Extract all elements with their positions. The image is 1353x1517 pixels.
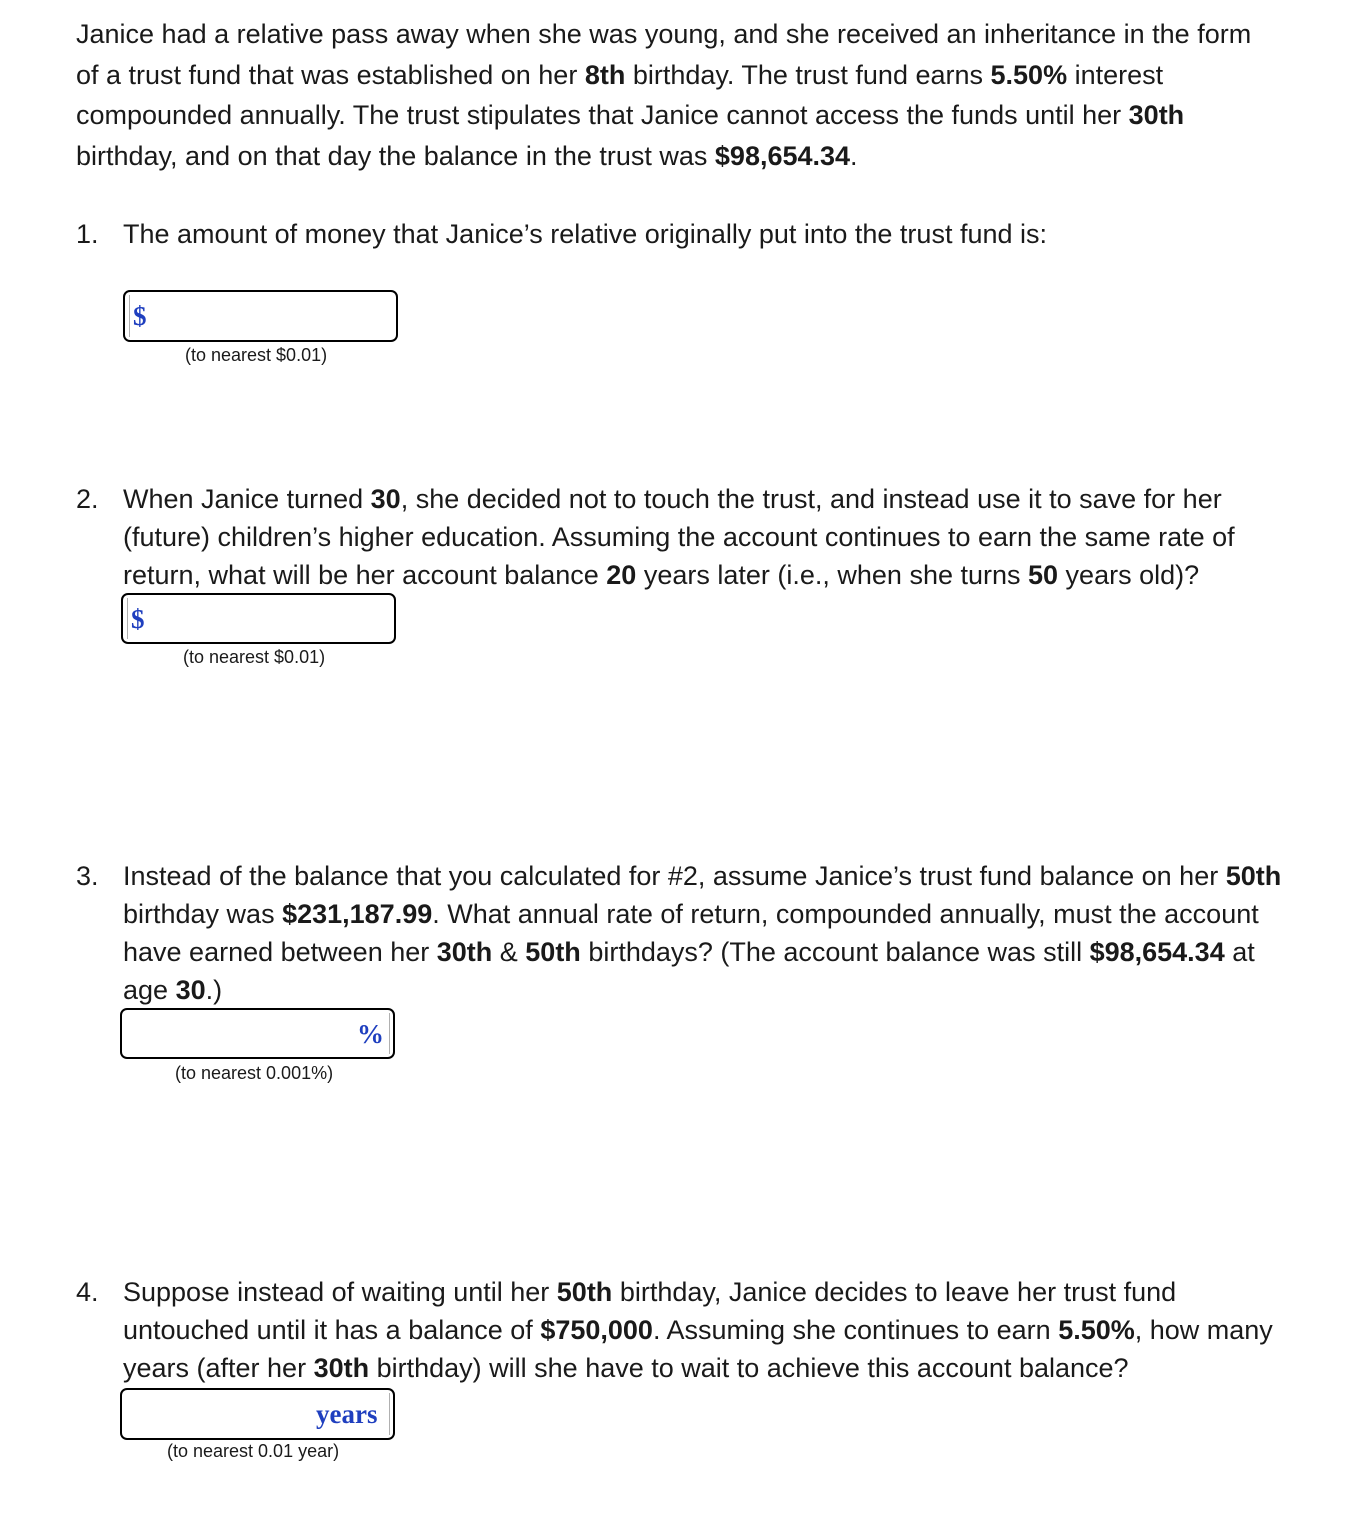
question-text-part: birthday) will she have to wait to achieve this account balance? — [369, 1353, 1129, 1383]
percent-symbol: % — [357, 1019, 384, 1049]
question-bold: 30th — [436, 937, 493, 967]
question-bold: 50th — [525, 937, 581, 967]
precision-note-2: (to nearest $0.01) — [183, 647, 326, 667]
question-bold: 30 — [175, 975, 206, 1005]
cursor-line — [389, 1013, 390, 1054]
intro-text: Janice had a relative pass away when she was young, and she received an inheritance in the form of a trust fund that was established on her — [76, 19, 1252, 90]
precision-note-4: (to nearest 0.01 year) — [167, 1441, 340, 1461]
question-text-part: at age — [123, 937, 1255, 1005]
intro-text: birthday, and on that day the balance in the trust was — [76, 140, 715, 171]
question-bold: $231,187.99 — [282, 899, 433, 929]
question-bold: 20 — [606, 560, 637, 590]
precision-note-1: (to nearest $0.01) — [185, 345, 328, 365]
question-text-part: .) — [205, 975, 223, 1005]
answer-input-3[interactable] — [132, 1020, 356, 1052]
question-bold: 50th — [1225, 861, 1282, 891]
question-bold: 30 — [370, 484, 401, 514]
answer-box-4[interactable] — [120, 1388, 395, 1440]
dollar-symbol: $ — [133, 301, 147, 331]
intro-bold: $98,654.34 — [714, 140, 851, 171]
intro-paragraph — [76, 14, 1276, 176]
question-text-part: . Assuming she continues to earn — [652, 1315, 1059, 1345]
question-text-part: years old)? — [1058, 560, 1200, 590]
question-bold: 50th — [556, 1277, 613, 1307]
question-text — [123, 480, 1306, 594]
answer-input-1[interactable] — [159, 302, 393, 334]
question-bold: $98,654.34 — [1089, 937, 1225, 967]
question-bold: 30th — [313, 1353, 370, 1383]
intro-text: interest compounded annually. The trust stipulates that Janice cannot access the funds until her — [76, 59, 1164, 130]
years-label: years — [316, 1399, 378, 1429]
question-bold: 50 — [1028, 560, 1059, 590]
question-number: 1. — [76, 219, 99, 249]
question-number: 2. — [76, 484, 99, 514]
question-text-part: years later (i.e., when she turns — [636, 560, 1028, 590]
question-text: The amount of money that Janice’s relative originally put into the trust fund is: — [123, 219, 1047, 249]
cursor-line — [129, 295, 130, 337]
question-text-part: , she decided not to touch the trust, and instead use it to save for her (future) children’s higher education. Assuming the account continues to earn the same rate of return, what will be her account balance — [123, 484, 1235, 590]
intro-text: birthday. The trust fund earns — [625, 59, 991, 90]
cursor-line — [127, 598, 128, 639]
question-text-part: , how many years (after her — [123, 1315, 1273, 1383]
question-text-part: birthday, Janice decides to leave her trust fund untouched until it has a balance of — [123, 1277, 1177, 1345]
question-text — [123, 1273, 1306, 1387]
answer-input-4[interactable] — [132, 1400, 316, 1432]
question-text-part: & — [492, 937, 526, 967]
cursor-line — [389, 1393, 390, 1435]
question-number: 4. — [76, 1277, 99, 1307]
answer-input-2[interactable] — [157, 605, 391, 637]
question-bold: 5.50% — [1058, 1315, 1135, 1345]
question-text-part: Instead of the balance that you calculated for #2, assume Janice’s trust fund balance on her — [123, 861, 1226, 891]
question-number: 3. — [76, 861, 99, 891]
answer-box-1[interactable] — [123, 290, 398, 342]
question-bold: $750,000 — [540, 1315, 653, 1345]
intro-bold: 30th — [1128, 100, 1185, 130]
intro-bold: 8th — [584, 59, 626, 90]
question-text-part: Suppose instead of waiting until her — [123, 1277, 557, 1307]
question-text-part: . What annual rate of return, compounded annually, must the account have earned between her — [123, 899, 1259, 967]
answer-box-3[interactable] — [120, 1008, 395, 1059]
intro-text: . — [850, 140, 858, 171]
question-text-part: birthdays? (The account balance was still — [580, 937, 1090, 967]
dollar-symbol: $ — [131, 604, 145, 634]
question-text — [123, 857, 1306, 1009]
intro-bold: 5.50% — [990, 59, 1068, 90]
answer-box-2[interactable] — [121, 593, 396, 644]
question-text-part: When Janice turned — [123, 484, 371, 514]
question-text-part: birthday was — [123, 899, 283, 929]
precision-note-3: (to nearest 0.001%) — [175, 1063, 334, 1083]
